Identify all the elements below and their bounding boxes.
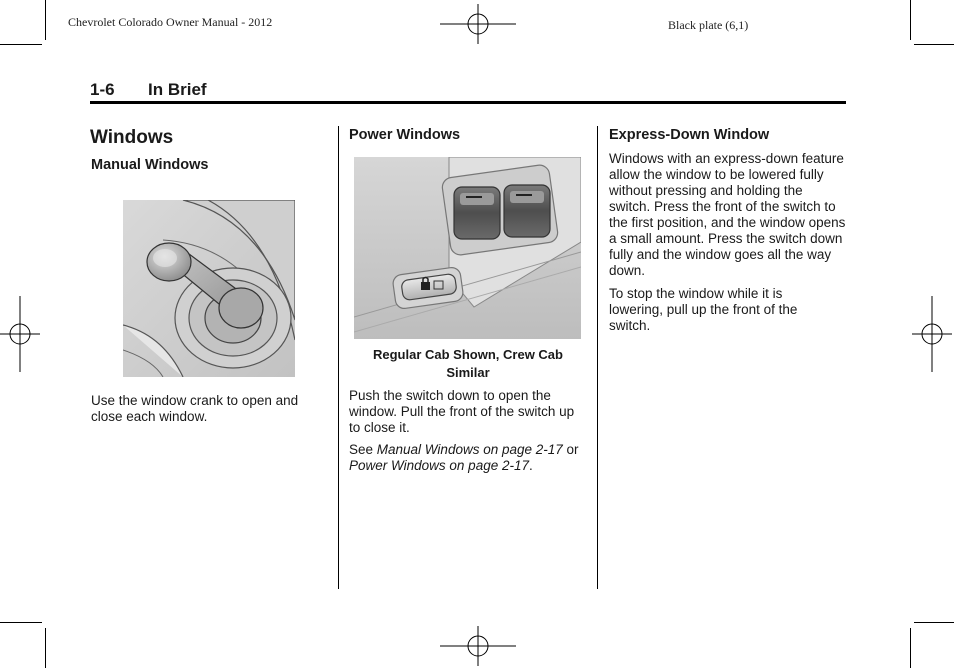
column-divider xyxy=(338,126,339,589)
link-power-windows[interactable]: Power Windows on page 2-17 xyxy=(349,458,529,473)
see-suffix: . xyxy=(528,458,533,473)
section-number: 1-6 xyxy=(90,80,115,99)
registration-mark-icon xyxy=(440,4,516,44)
see-middle: or xyxy=(562,442,579,457)
see-reference xyxy=(349,442,589,474)
subheading-power-windows: Power Windows xyxy=(349,127,461,143)
link-manual-windows[interactable]: Manual Windows on page 2-17 xyxy=(376,442,563,457)
manual-windows-text: Use the window crank to open and close each window. xyxy=(91,393,299,424)
crop-mark xyxy=(45,0,46,40)
crop-mark xyxy=(0,44,42,45)
crop-mark xyxy=(914,44,954,45)
subheading-manual-windows: Manual Windows xyxy=(91,157,209,173)
heading-windows: Windows xyxy=(90,127,174,148)
crop-mark xyxy=(914,622,954,623)
section-rule xyxy=(90,101,846,104)
express-down-text: Windows with an express-down feature allow the window to be lowered fully without pressing and holding the switch. Press the front of the switch to the first position, and the window opens a small amount. Press the switch down fully and the window goes all the way down. xyxy=(609,151,846,278)
power-window-switch-illustration xyxy=(354,157,581,339)
manual-title: Chevrolet Colorado Owner Manual - 2012 xyxy=(68,15,273,29)
crop-mark xyxy=(45,628,46,668)
crop-mark xyxy=(910,0,911,40)
crop-mark xyxy=(910,628,911,668)
section-title: In Brief xyxy=(148,80,207,99)
registration-mark-icon xyxy=(912,296,952,372)
registration-mark-icon xyxy=(0,296,40,372)
window-crank-illustration xyxy=(123,200,295,377)
plate-label: Black plate (6,1) xyxy=(668,18,749,32)
subheading-express-down-window: Express-Down Window xyxy=(609,127,770,143)
crop-mark xyxy=(0,622,42,623)
registration-mark-icon xyxy=(440,626,516,666)
figure-caption-line2: Similar xyxy=(446,365,490,380)
power-windows-text: Push the switch down to open the window. Pull the front of the switch up to close it. xyxy=(349,388,575,435)
figure-caption-line1: Regular Cab Shown, Crew Cab xyxy=(373,347,563,362)
column-divider xyxy=(597,126,598,589)
see-prefix: See xyxy=(349,442,377,457)
stop-window-text: To stop the window while it is lowering, pull up the front of the switch. xyxy=(609,286,798,333)
